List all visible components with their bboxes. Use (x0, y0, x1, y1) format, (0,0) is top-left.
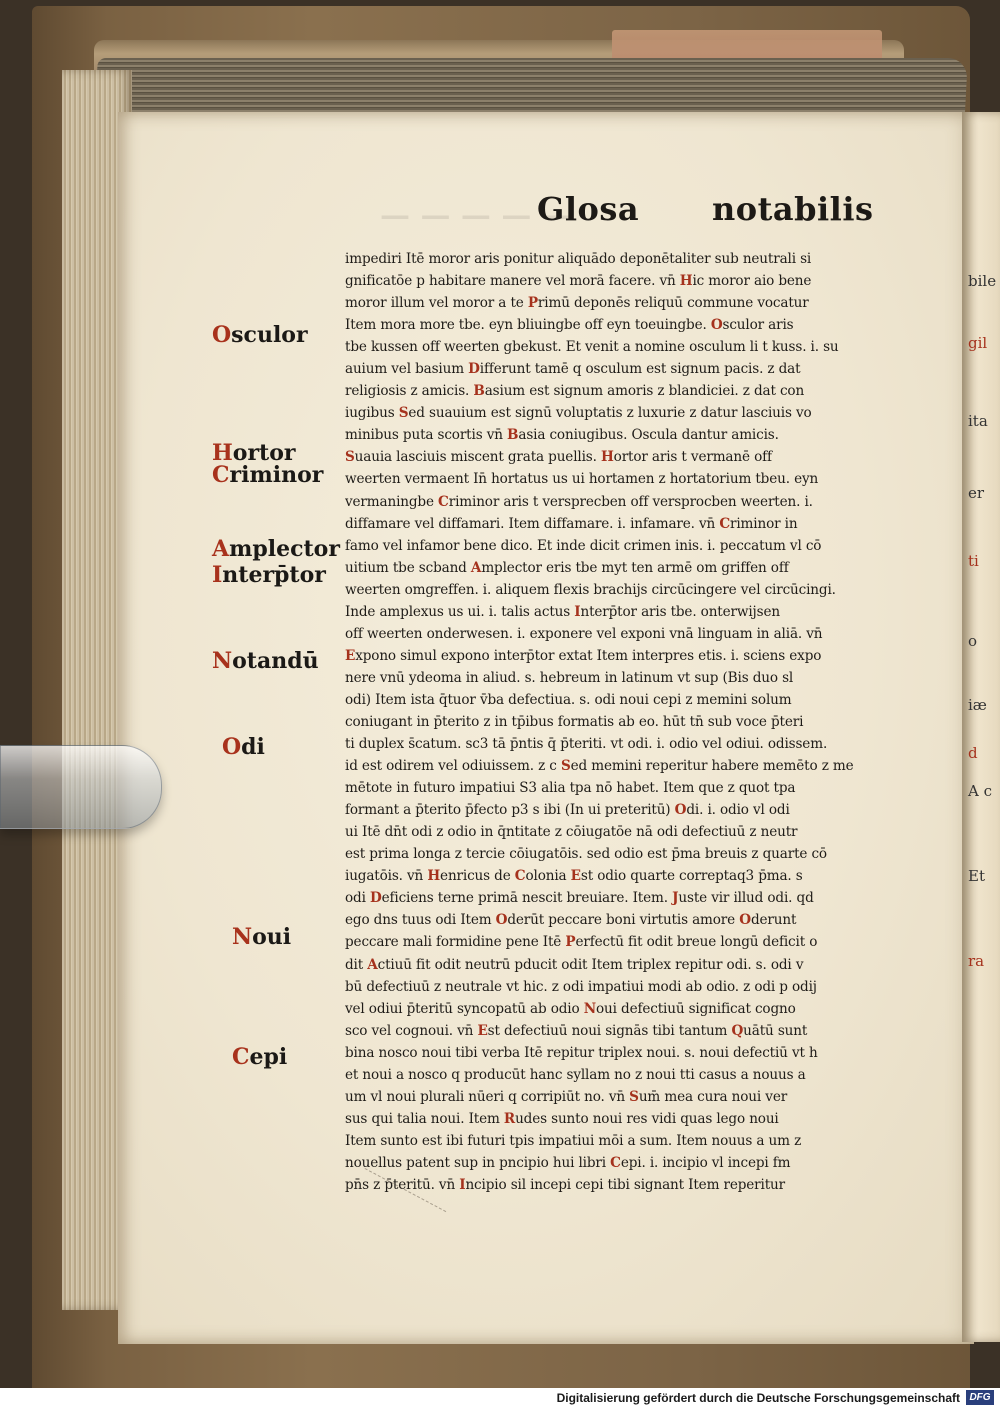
text-line: bū defectiuū z neutrale vt hic. z odi impatiui modi ab odio. z odi p odij (345, 978, 817, 995)
margin-note-text: riminor (229, 462, 324, 488)
right-page-fragment: o (968, 632, 978, 650)
rubric-initial: E (345, 647, 356, 664)
right-page-fragment: bile (968, 272, 997, 290)
text-line: ego dns tuus odi Item Oderūt peccare boni virtutis amore Oderunt (345, 912, 797, 929)
main-text-column (345, 248, 877, 1196)
rubric-initial: O (495, 912, 508, 929)
margin-note-amplector (212, 536, 340, 562)
rubric-initial: D (369, 890, 382, 907)
margin-note-interpretor (212, 562, 326, 588)
margin-note-initial: H (212, 440, 233, 466)
right-page-fragment: Et (968, 867, 985, 885)
text-line: um vl noui plurali nūeri q corripiūt no. vn̄ Sum̄ mea cura noui ver (345, 1088, 788, 1105)
text-line: sus qui talia noui. Item Rudes sunto noui res vidi quas lego noui (345, 1110, 779, 1127)
margin-note-osculor (212, 322, 308, 348)
margin-note-text: di (241, 734, 265, 760)
rubric-initial: I (574, 603, 581, 620)
text-line: moror illum vel moror a te Primū deponēs reliquū commune vocatur (345, 295, 809, 312)
text-line: off weerten onderwesen. i. exponere vel exponi vnā linguam in aliā. vn̄ (345, 625, 823, 642)
text-line: odi) Item ista q̄tuor v̄ba defectiua. s. odi noui cepi z memini solum (345, 691, 792, 708)
text-line: odi Deficiens terne primā nescit breuiare. Item. Juste vir illud odi. qd (345, 890, 814, 907)
text-line: formant a p̄terito p̄fecto p3 s ibi (In ui preteritū) Odi. i. odio vl odi (345, 802, 790, 819)
rubric-initial: S (398, 405, 409, 422)
margin-note-cepi (232, 1044, 287, 1070)
margin-note-initial: A (212, 536, 230, 562)
text-line: diffamare vel diffamari. Item diffamare. i. infamare. vn̄ Criminor in (345, 515, 798, 532)
margin-note-initial: O (212, 322, 232, 348)
margin-note-text: nterp̄tor (222, 562, 326, 588)
margin-note-odi (222, 734, 265, 760)
text-line: Expono simul expono interp̄tor extat Item interpres etis. i. sciens expo (345, 647, 822, 664)
right-page-fragment: iæ (968, 696, 987, 714)
text-line: ui Itē dn̄t odi z odio in q̄ntitate z cōiugatōe nā odi defectiuū z neutr (345, 824, 798, 841)
margin-note-text: oui (252, 924, 292, 950)
rubric-initial: O (674, 802, 687, 819)
running-head-left: Glosa (537, 190, 640, 228)
right-page-fragment: ti (968, 552, 979, 570)
rubric-initial: E (477, 1022, 488, 1039)
text-line: mētote in futuro impatiui S3 alia tpa nō habet. Item que z quot tpa (345, 780, 796, 797)
margin-note-text: ortor (232, 440, 296, 466)
rubric-initial: Q (731, 1022, 744, 1039)
margin-note-text: otandū (232, 648, 319, 674)
text-line: weerten vermaent In̄ hortatus us ui hortamen z hortatorium tbeu. eyn (345, 471, 819, 488)
show-through: — — — — — (380, 198, 572, 233)
text-line: id est odirem vel odiuissem. z c Sed memini reperitur habere memēto z me (345, 758, 854, 775)
rubric-initial: H (679, 273, 693, 290)
dfg-logo: DFG (966, 1390, 994, 1405)
page-clip (0, 745, 162, 829)
footer-credit: Digitalisierung gefördert durch die Deutsche Forschungsgemeinschaft (556, 1391, 960, 1405)
rubric-initial: R (503, 1110, 516, 1127)
rubric-initial: C (438, 493, 449, 510)
right-page-fragment: ita (968, 412, 988, 430)
right-page-fragment: gil (968, 334, 988, 352)
text-line: weerten omgreffen. i. aliquem flexis brachijs circūcingere vel circūcingi. (345, 581, 836, 598)
text-line: peccare mali formidine pene Itē Perfectū fit odit breue longū deficit o (345, 934, 818, 951)
text-line: Item sunto est ibi futuri tpis impatiui mōi a sum. Item nouus a um z (345, 1132, 802, 1149)
rubric-initial: C (719, 515, 730, 532)
text-line: pn̄s z p̄teritū. vn̄ Incipio sil incepi cepi tibi signant Item reperitur (345, 1176, 785, 1193)
rubric-initial: E (570, 868, 581, 885)
rubric-initial: S (560, 758, 571, 775)
margin-note-noui (232, 924, 291, 950)
margin-note-text: sculor (231, 322, 308, 348)
text-line: sco vel cognoui. vn̄ Est defectiuū noui signās tibi tantum Quātū sunt (345, 1022, 808, 1039)
text-line: vel odiui p̄teritū syncopatū ab odio Noui defectiuū significat cogno (345, 1000, 796, 1017)
right-page-fragment: ra (968, 952, 985, 970)
rubric-initial: H (427, 868, 441, 885)
margin-note-initial: I (212, 562, 223, 588)
rubric-initial: C (610, 1154, 621, 1171)
text-line: Item mora more tbe. eyn bliuingbe off eyn toeuingbe. Osculor aris (345, 317, 794, 334)
right-page-edge (962, 112, 1000, 1342)
text-line: vermaningbe Criminor aris t versprecben off versprocben weerten. i. (345, 493, 813, 510)
running-head-right: notabilis (712, 190, 874, 228)
text-line: uitium tbe scband Amplector eris tbe myt ten armē om griffen off (345, 559, 789, 576)
text-line: Suauia lasciuis miscent grata puellis. Hortor aris t vermanē off (345, 449, 772, 466)
text-line: nouellus patent sup in pncipio hui libri Cepi. i. incipio vl incepi fm (345, 1154, 791, 1171)
text-line: et noui a nosco q producūt hanc syllam no z noui tti casus a nouus a (345, 1066, 806, 1083)
text-line: famo vel infamor bene dico. Et inde dicit crimen inis. i. peccatum vl cō (345, 537, 822, 554)
rubric-initial: B (507, 427, 519, 444)
text-line: auium vel basium Differunt tamē q osculum est signum pacis. z dat (345, 361, 801, 378)
rubric-initial: N (583, 1000, 596, 1017)
margin-note-text: mplector (229, 536, 340, 562)
rubric-initial: C (514, 868, 526, 885)
text-line: gnificatōe p habitare manere vel morā facere. vn̄ Hic moror aio bene (345, 273, 812, 290)
text-line: iugibus Sed suauium est signū voluptatis z luxurie z datur lasciuis vo (345, 405, 812, 422)
text-line: dit Actiuū fit odit neutrū pducit odit Item triplex repitur odi. s. odi v (345, 956, 804, 973)
rubric-initial: D (468, 361, 480, 378)
rubric-initial: O (710, 317, 723, 334)
right-page-fragment: d (968, 744, 978, 762)
text-line: minibus puta scortis vn̄ Basia coniugibus. Oscula dantur amicis. (345, 427, 779, 444)
text-line: tbe kussen off weerten gbekust. Et venit a nomine osculum li t kuss. i. su (345, 339, 839, 356)
right-page-fragment: er (968, 484, 985, 502)
text-line: est prima longa z tercie cōiugatōis. sed odio est p̄ma breuis z quarte cō (345, 846, 827, 863)
rubric-initial: S (345, 449, 355, 466)
text-line: ti duplex s̄catum. sc3 tā p̄ntis q̄ p̄teriti. vt odi. i. odio vel odiui. odissem. (345, 736, 828, 753)
rubric-initial: P (527, 295, 538, 312)
margin-note-initial: C (232, 1044, 250, 1070)
right-page-fragment: A c (968, 782, 993, 800)
rubric-initial: A (470, 559, 482, 576)
rubric-initial: S (629, 1088, 639, 1105)
text-line: bina nosco noui tibi verba Itē repitur triplex noui. s. noui defectiū vt h (345, 1044, 818, 1061)
margin-note-initial: O (222, 734, 242, 760)
rubric-initial: O (739, 912, 751, 929)
text-line: impediri Itē moror aris ponitur aliquādo deponētaliter sub neutrali si (345, 251, 812, 267)
text-line: nere vnū ydeoma in aliud. s. hebreum in latinum vt sup (Bis duo sl (345, 669, 794, 686)
margin-note-criminor (212, 462, 323, 488)
margin-note-initial: N (232, 924, 253, 950)
rubric-initial: A (367, 956, 378, 973)
rubric-initial: J (672, 890, 679, 907)
text-line: religiosis z amicis. Basium est signum amoris z blandiciei. z dat con (345, 383, 805, 400)
rubric-initial: B (473, 383, 485, 400)
text-line: iugatōis. vn̄ Henricus de Colonia Est odio quarte correptaq3 p̄ma. s (345, 868, 803, 885)
margin-note-notandum (212, 648, 319, 674)
footer-bar (0, 1388, 1000, 1409)
margin-note-initial: C (212, 462, 230, 488)
text-line: Inde amplexus us ui. i. talis actus Interp̄tor aris tbe. onterwijsen (345, 603, 780, 620)
rubric-initial: P (565, 934, 576, 951)
rubric-initial: H (600, 449, 614, 466)
text-line: coniugant in p̄terito z in tp̄ibus formatis ab eo. hūt tn̄ sub voce p̄teri (345, 713, 804, 730)
margin-note-text: epi (249, 1044, 288, 1070)
rubric-initial: I (459, 1176, 466, 1193)
margin-note-initial: N (212, 648, 233, 674)
